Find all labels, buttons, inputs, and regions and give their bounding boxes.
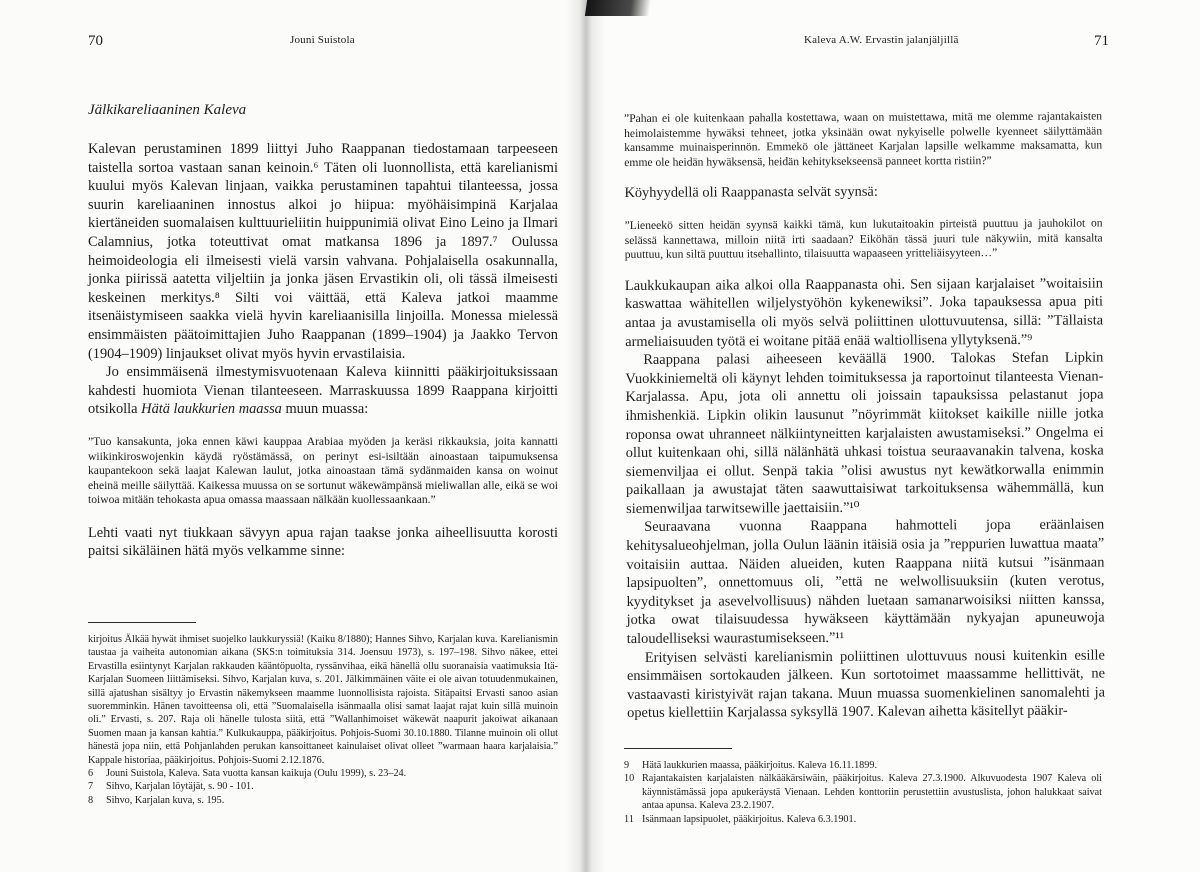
footnote-mark: 11 (624, 813, 634, 825)
block-quote: ”Pahan ei ole kuitenkaan pahalla kostettawa, waan on muistettawa, mitä me olemme rajantakaisten heimolaistemme hywäksi tehneet, jotka yksinään owat nykyiselle polwelle kyenneet säilyttämään kansamme muinaisperinnön. Emmekö ole jättäneet Karjalan lapsille welkamme maksamatta, kun emme ole heidän hywäksensä, heidän kehityksekseensä panneet kortta ristiin?” (624, 109, 1103, 169)
paragraph: Kalevan perustaminen 1899 liittyi Juho Raappanan tiedostamaan tarpeeseen taistella sortoa vastaan sanan keinoin.⁶ Täten oli luonnollista, että karelianismi kuului myös Kalevan linjaan, vaikka perustaminen tapahtui tilanteessa, jossa suurin kareliaaninen innostus alkoi jo hiipua: myöhäisimpinä Karjalaa kiertäneiden suomalaisen kulttuurieliitin huippunimiä olivat Eino Leino ja Ilmari Calamnius, jotka toteuttivat omat matkansa 1896 ja 1897.⁷ Oulussa heimoideologia eli ilmeisesti vielä varsin vahvana. Pohjalaisella osakunnalla, jonka piirissä aatetta viljeltiin ja jonka jäsen Ervastikin oli, oli tässä ilmeisesti keskeinen merkitys.⁸ Silti voi väittää, että Kaleva jatkoi maamme itsenäistymiseen saakka vielä hyvin kareliaanisilla linjoilla. Monessa mielessä ensimmäisten päätoimittajien Juho Raappanan (1899–1904) ja Jaakko Tervon (1904–1909) linjaukset olivat myös hyvin ervastilaisia. (88, 141, 558, 362)
running-head: Jouni Suistola (290, 34, 355, 46)
footnote-rule (88, 622, 196, 623)
section-title: Jälkikareliaaninen Kaleva (88, 102, 247, 118)
paragraph: Seuraavana vuonna Raappana hahmotteli jopa eräänlaisen kehitysalueohjelman, jolla Oulun läänin itäisiä osia ja ”reppurien luwattua maata” voitaisiin auttaa. Näiden alueiden, kuten Raappana niitä kutsui ”isänmaan lapsipuolten”, onnettomuus oli, ”että ne welwollisuuksiin (kuten verotus, kyyditykset ja asevelvollisuus) nähden luetaan samanarwoisiksi niitten kanssa, jotka owat tilaisuudessa hywäkseen käyttämään nykyajan apuneuwoja taloudelliseksi waurastumisekseen.”¹¹ (626, 516, 1105, 648)
right-page (584, 0, 1200, 872)
footnote-text: Isänmaan lapsipuolet, pääkirjoitus. Kaleva 6.3.1901. (642, 813, 857, 825)
footnote-text: Sihvo, Karjalan löytäjät, s. 90 - 101. (106, 781, 254, 793)
footnote-mark: 8 (88, 794, 94, 806)
paragraph (88, 363, 558, 419)
footnote-mark: 6 (88, 768, 94, 780)
footnote-rule (624, 748, 732, 749)
footnote-text: Rajantakaisten karjalaisten nälkääkärsiwäin, pääkirjoitus. Kaleva 27.3.1900. Alkuvuodesta 1907 Kaleva oli käynnistämässä jopa apukeräystä Vienaan. Lehden konttoriin perustettiin avustuslista, johon halukkaat saivat antaa apunsa. Kaleva 23.2.1907. (642, 773, 1102, 812)
left-page (0, 0, 584, 872)
paragraph: Raappana palasi aiheeseen keväällä 1900. Talokas Stefan Lipkin Vuokkiniemeltä oli käynyt lehden toimituksessa ja raportoinut tilanteesta Vienan-Karjalassa. Apu, jota oli annettu oli joissain tapauksissa pelastanut jopa ihmishenkiä. Lipkin olikin lausunut ”nöyrimmät kiitokset kaikille niille jotka roponsa owat uhranneet nälkiintyneitten karjalaisten awustamiseksi.” Ongelma ei ollut kuitenkaan ohi, sillä nälänhätä uhkasi toistua seuraavanakin talvena, koska siemenviljaa ei ollut. Senpä takia ”olisi awustus nyt kewätkorwalla enimmin paikallaan ja awustajat täten saawuttaisiwat tarkoituksensa wähemmällä, kun siemenwiljaa tarwitsewille jaettaisiin.”¹⁰ (625, 349, 1105, 517)
footnote (88, 767, 558, 780)
footnote (624, 813, 1102, 826)
left-body (88, 102, 558, 561)
page-number: 71 (1094, 33, 1109, 49)
footnote-text: Hätä laukkurien maassa, pääkirjoitus. Kaleva 16.11.1899. (642, 760, 877, 771)
running-head: Kaleva A.W. Ervastin jalanjäljillä (804, 34, 959, 46)
scan-corner-shadow (585, 0, 651, 16)
paragraph: Erityisen selvästi karelianismin poliittinen ulottuvuus nousi kuitenkin esille ensimmäisen sortokauden jälkeen. Kun sortotoimet maassamme hellittivät, ne vastaavasti kiristyivät rajan takana. Muun muassa suomenkielinen sanomalehti ja opetus kiellettiin Karjalassa syksyllä 1907. Kalevan aihetta käsitellyt pääkir- (626, 647, 1106, 722)
footnotes (88, 622, 558, 807)
footnote (88, 794, 558, 807)
paragraph: Lehti vaati nyt tiukkaan sävyyn apua rajan taakse jonka aiheellisuutta korosti paitsi sikäläinen hätä myös velkamme sinne: (88, 524, 558, 560)
block-quote: ”Tuo kansakunta, joka ennen käwi kauppaa Arabiaa myöden ja keräsi rikkauksia, joita kannatti wiikinkiroswojenkin käydä ryöstämässä, on perinyt esi-isiltään ainoastaan taipumuksensa kaupantekoon sekä laajat Kalewan laulut, jotka ainoastaan tämä sydänmaiden kansa on woinut eheinä meille säilyttää. Kaikessa muussa on se sortunut wäkewämpänsä mieliwallan alle, eikä se woi toiwoa mitään tehokasta apua omassa maassaan nälkään kuollessaankaan.” (88, 434, 558, 507)
block-quote: ”Lieneekö sitten heidän syynsä kaikki tämä, kun lukutaitoakin pirteistä puuttuu ja jauhokilot on selässä kannettawa, milloin niitä irti saadaan? Eiköhän tässä juuri tule näkywiin, mitä kansalta puuttuu, kun siltä puuttuu itsehallinto, tilaisuutta wapaaseen yritteliäisyyteen…” (624, 216, 1103, 262)
paragraph: Köyhyydellä oli Raappanasta selvät syynsä: (624, 184, 878, 202)
book-gutter-shadow (566, 0, 606, 872)
footnote-text: Sihvo, Karjalan kuva, s. 195. (106, 794, 225, 806)
paragraph-text: Jo ensimmäisenä ilmestymisvuotenaan Kaleva kiinnitti pääkirjoituksissaan kahdesti huomiota Vienan tilanteeseen. Marraskuussa 1899 Raappana kirjoitti otsikolla (88, 364, 558, 418)
footnote (624, 759, 1102, 772)
footnote-continuation: kirjoitus Älkää hywät ihmiset suojelko laukkuryssiä! (Kaiku 8/1880); Hannes Sihvo, Karjalan kuva. Karelianismin taustaa ja vaiheita autonomian aikana (SKS:n toimituksia 314. Joensuu 1973), s. 197–198. Sihvo näkee, ettei Ervastilla esiintynyt Karjalan rakkauden kääntöpuolta, ryssänvihaa, eikä hänellä ollu suoranaisia vaatimuksia Itä-Karjalan Suomeen liittämiseksi. Sihvo, Karjalan kuva, s. 201. Jälkimmäinen väite ei ole aivan totuudenmukainen, sillä ajatushan sisältyy jo Ervastin näkemykseen maamme luonnollisista rajoista. Sitäpaitsi Ervasti sanoo asian suoremminkin. Hänen tavoitteensa oli, että ”Suomalaisella isänmaalla olisi samat laajat rajat kuin sillä muinoin oli.” Ervasti, s. 207. Raja oli hänelle tulosta siitä, että ”Wallanhimoiset wäkewät naapurit jakoiwat aikanaan Suomen maan ja kansan kahtia.” Kulkukauppa, pääkirjoitus. Pohjois-Suomi 30.10.1880. Tilanne muinoin oli ollut hänestä jopa niin, että Pohjanlahden perukan kansoittaneet kainulaiset olivat olleet ”warmaan haara karjalaisia.” Kappale historiaa, pääkirjoitus. Pohjois-Suomi 2.12.1876. (88, 634, 558, 766)
footnote-mark: 9 (624, 760, 630, 771)
page-number: 70 (88, 33, 103, 49)
footnote (88, 780, 558, 793)
article-title: Hätä laukkurien maassa (141, 401, 282, 418)
right-body (624, 109, 1105, 722)
footnotes (624, 748, 1102, 826)
paragraph-text: muun muassa: (281, 401, 369, 418)
paragraph: Laukkukaupan aika alkoi olla Raappanasta ohi. Sen sijaan karjalaiset ”woitaisiin kaswattaa wähitellen wiljelystyöhön kykenewiksi”. Joka tapauksessa apua piti antaa ja avustamisella oli myös selvä poliittinen ulottuvuutensa, sillä: ”Tällaista armeliaisuuden työtä ei woitane pitää enää waltiollisena yllytyksenä.”⁹ (624, 275, 1104, 350)
footnote-text: Jouni Suistola, Kaleva. Sata vuotta kansan kaikuja (Oulu 1999), s. 23–24. (106, 768, 407, 780)
footnote (624, 772, 1102, 812)
footnote-mark: 10 (624, 773, 635, 785)
footnote-mark: 7 (88, 781, 94, 793)
